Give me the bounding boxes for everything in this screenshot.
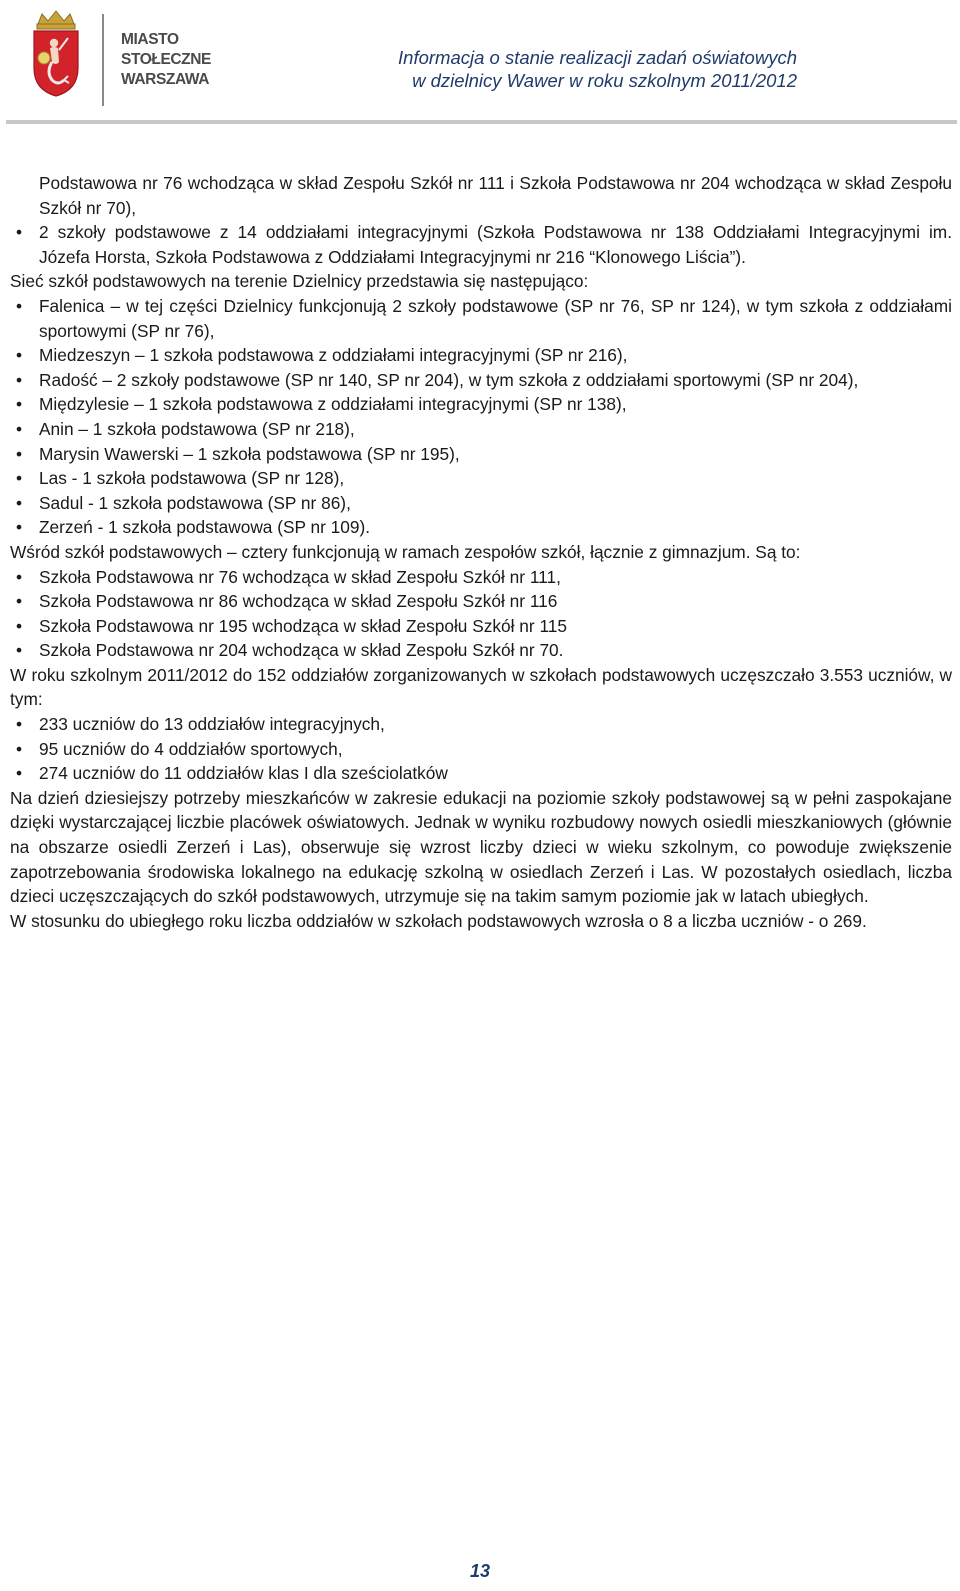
warsaw-crest-icon [28,10,84,98]
bullet-icon: • [16,763,23,784]
list-item [10,614,952,639]
bullet-icon: • [16,640,23,661]
list-item [10,466,952,491]
list-item-text: Międzylesie – 1 szkoła podstawowa z oddziałami integracyjnymi (SP nr 138), [39,394,627,415]
paragraph-complexes: Wśród szkół podstawowych – cztery funkcjonują w ramach zespołów szkół, łącznie z gimnazjum. Są to: [10,541,801,562]
bullet-icon: • [16,222,23,243]
list-item-text: 274 uczniów do 11 oddziałów klas I dla sześciolatków [39,763,448,784]
list-item-text: 2 szkoły podstawowe z 14 oddziałami integracyjnymi (Szkoła Podstawowa nr 138 Oddziałami Integracyjnymi im. Józefa Horsta, Szkoła Podstawowa z Oddziałami Integracyjnymi nr 216 “Klonowego Liścia”). [39,222,952,267]
header-rule [6,120,957,124]
document-title [398,46,797,92]
list-item-text: Sadul - 1 szkoła podstawowa (SP nr 86), [39,492,351,513]
list-item-text: Miedzeszyn – 1 szkoła podstawowa z oddziałami integracyjnymi (SP nr 216), [39,345,628,366]
page-header [0,0,960,125]
document-body [10,171,952,933]
list-complexes [10,565,952,663]
list-item-text: Radość – 2 szkoły podstawowe (SP nr 140, SP nr 204), w tym szkoła z oddziałami sportowymi (SP nr 204), [39,369,859,390]
logo-line: STOŁECZNE [121,51,211,68]
list-item-text: Szkoła Podstawowa nr 195 wchodząca w skład Zespołu Szkół nr 115 [39,615,567,636]
logo-line: MIASTO [121,31,179,48]
list-item-text: Zerzeń - 1 szkoła podstawowa (SP nr 109). [39,517,371,538]
bullet-icon: • [16,418,23,439]
list-item [10,491,952,516]
list-item-text: 95 uczniów do 4 oddziałów sportowych, [39,738,343,759]
bullet-icon: • [16,443,23,464]
list-item-text: Marysin Wawerski – 1 szkoła podstawowa (SP nr 195), [39,443,460,464]
paragraph-students: W roku szkolnym 2011/2012 do 152 oddziałów zorganizowanych w szkołach podstawowych uczęszczało 3.553 uczniów, w tym: [10,664,952,710]
list-item [10,220,952,269]
page-number: 13 [469,1561,491,1581]
list-item [10,761,952,786]
logo-line: WARSZAWA [121,71,210,88]
bullet-icon: • [16,517,23,538]
paragraph-needs: Na dzień dziesiejszy potrzeby mieszkańców w zakresie edukacji na poziomie szkoły podstawowej są w pełni zaspokajane dzięki wystarczającej liczbie placówek oświatowych. Jednak w wyniku rozbudowy nowych osiedli mieszkaniowych (głównie na obszarze osiedli Zerzeń i Las), obserwuje się wzrost liczby dzieci w wieku szkolnym, co powoduje zwiększenie zapotrzebowania środowiska lokalnego na edukację szkolną w osiedlach Zerzeń i Las. W pozostałych osiedlach, liczba dzieci uczęszczających do szkół podstawowych, utrzymuje się na takim samym poziomie jak w latach ubiegłych. [10,787,952,907]
paragraph-network: Sieć szkół podstawowych na terenie Dzielnicy przedstawia się następująco: [10,271,589,292]
list-item-text: Szkoła Podstawowa nr 86 wchodząca w skład Zespołu Szkół nr 116 [39,591,558,612]
bullet-icon: • [16,615,23,636]
list-item [10,712,952,737]
list-item [10,417,952,442]
city-logo-text [121,30,211,90]
list-item [10,565,952,590]
list-item-text: Szkoła Podstawowa nr 76 wchodząca w skład Zespołu Szkół nr 111, [39,566,561,587]
bullet-icon: • [16,492,23,513]
bullet-icon: • [16,591,23,612]
list-integration-schools [10,220,952,269]
bullet-icon: • [16,394,23,415]
header-divider [102,14,104,106]
list-item-text: Falenica – w tej części Dzielnicy funkcjonują 2 szkoły podstawowe (SP nr 76, SP nr 124), w tym szkoła z oddziałami sportowymi (SP nr 76), [39,295,952,341]
list-item [10,442,952,467]
list-item [10,638,952,663]
list-item-text: 233 uczniów do 13 oddziałów integracyjnych, [39,714,385,735]
list-item [10,368,952,393]
paragraph-growth: W stosunku do ubiegłego roku liczba oddziałów w szkołach podstawowych wzrosła o 8 a liczba uczniów - o 269. [10,910,867,931]
document-title-line-2: w dzielnicy Wawer w roku szkolnym 2011/2012 [412,70,797,91]
bullet-icon: • [16,738,23,759]
list-item-text: Szkoła Podstawowa nr 204 wchodząca w skład Zespołu Szkół nr 70. [39,640,564,661]
bullet-icon: • [16,345,23,366]
list-item [10,392,952,417]
list-item [10,294,952,343]
list-item-text: Las - 1 szkoła podstawowa (SP nr 128), [39,468,345,489]
bullet-icon: • [16,369,23,390]
list-item-text: Anin – 1 szkoła podstawowa (SP nr 218), [39,418,355,439]
list-students [10,712,952,786]
list-item [10,737,952,762]
bullet-icon: • [16,295,23,316]
document-title-line-1: Informacja o stanie realizacji zadań oświatowych [398,47,797,68]
bullet-icon: • [16,566,23,587]
list-item-continuation: Podstawowa nr 76 wchodząca w skład Zespołu Szkół nr 111 i Szkoła Podstawowa nr 204 wchodząca w skład Zespołu Szkół nr 70), [39,173,952,218]
list-item [10,515,952,540]
list-districts [10,294,952,540]
bullet-icon: • [16,468,23,489]
list-item [10,589,952,614]
list-item [10,343,952,368]
bullet-icon: • [16,714,23,735]
